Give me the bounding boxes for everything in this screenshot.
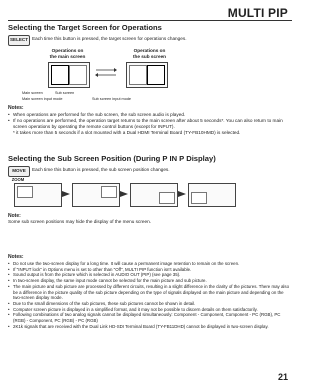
select-button[interactable]	[8, 35, 30, 46]
bottom-note-item: • Following combinations of two analog signals cannot be displayed simultaneously: Component - Component, Component - PC (RGB), PC (RGB) - Component, PC (RGB) - PC (RGB)	[8, 312, 292, 323]
ops-sub-line1: Operations on	[133, 48, 166, 53]
select-button-label: SELECT	[9, 37, 29, 43]
section-title-target-screen: Selecting the Target Screen for Operations	[8, 23, 162, 32]
move-button-label: MOVE	[12, 168, 26, 174]
position-screen-3	[130, 183, 178, 207]
section1-note-item: • When operations are performed for the sub screen, the sub screen audio is played.	[8, 112, 290, 118]
ops-sub-label	[122, 48, 177, 60]
ops-main-line2: the main screen	[49, 54, 86, 60]
bottom-note-item: • If "INPUT lock" in Options menu is set to other than "Off", MULTI PIP function isn't available.	[8, 267, 292, 273]
main-screen-label: Main screen	[22, 91, 43, 95]
section1-note-item: • If no operations are performed, the operation target returns to the main screen after about 5 seconds*. You can also return to main screen operations by operating the remote control buttons (except for INPUT).	[8, 118, 290, 130]
select-description: Each time this button is pressed, the target screen for operations changes.	[32, 36, 187, 41]
pip-window	[191, 192, 207, 204]
screen-diagram-sub	[126, 62, 168, 88]
bottom-note-item: • Computer screen picture is displayed in a simplified format, and it may not be possible to discern details on them satisfactorily.	[8, 307, 292, 313]
ops-main-line1: Operations on	[51, 48, 84, 53]
position-screen-1	[14, 183, 62, 207]
sub-screen-box-2	[147, 65, 165, 85]
bottom-notes-title: Notes:	[8, 254, 24, 260]
section2-note-title: Note:	[8, 213, 21, 219]
section-title-sub-position: Selecting the Sub Screen Position (During P IN P Display)	[8, 154, 216, 163]
arrow-right-icon	[62, 191, 70, 197]
pip-window	[101, 186, 117, 198]
bottom-note-item: • In two-screen display, the same input mode cannot be selected for the main picture and sub picture.	[8, 278, 292, 284]
header-divider	[8, 20, 292, 21]
move-button[interactable]	[8, 166, 30, 177]
bottom-note-item: • Sound output is from the picture which is selected in AUDIO OUT (PIP) (see page 35).	[8, 272, 292, 278]
arrow-right-icon	[178, 191, 186, 197]
pip-window	[159, 192, 175, 204]
zoom-label: ZOOM	[11, 177, 25, 182]
move-description: Each time this button is pressed, the sub screen position changes.	[32, 167, 170, 172]
main-screen-box	[51, 65, 69, 85]
main-screen-box-2	[129, 65, 147, 85]
main-input-label: Main screen input mode	[22, 97, 63, 101]
ops-sub-line2: the sub screen	[132, 54, 167, 60]
bottom-notes-list	[8, 261, 292, 329]
section1-notes-list	[8, 112, 290, 136]
screen-diagram-main	[48, 62, 90, 88]
bottom-note-item: • The main picture and sub picture are processed by different circuits, resulting in a slight difference in the clarity of the pictures. There may also be a difference in the picture quality of the sub picture depending on the type of signals displayed on the main picture and depending on the two-screen display mode.	[8, 284, 292, 301]
bottom-note-item: • Do not use the two-screen display for a long time. It will cause a permanent image retention to remain on the screen.	[8, 261, 292, 267]
section2-note: Some sub screen positions may hide the display of the menu screen.	[8, 219, 152, 224]
bottom-note-item: • 2K1k signals that are received with the Dual Link HD-SDI Terminal Board (TY-FB11DHD) cannot be displayed in two-screen display.	[8, 324, 292, 330]
sub-input-label: Sub screen input mode	[92, 97, 132, 101]
ops-main-label	[40, 48, 95, 60]
arrow-icon	[95, 67, 117, 77]
arrow-right-icon	[120, 191, 128, 197]
page-header-title: MULTI PIP	[227, 6, 288, 20]
section1-notes-title: Notes:	[8, 105, 24, 111]
page-number: 21	[277, 372, 288, 382]
sub-screen-box	[69, 65, 87, 85]
section1-note-footnote: * it takes more than 5 seconds if a slot mounted with a Dual HDMI Terminal Board (TY-FB10HMD) is selected.	[13, 130, 241, 136]
position-screen-2	[72, 183, 120, 207]
sub-screen-label: Sub screen	[55, 91, 75, 95]
position-screen-4	[188, 183, 236, 207]
bottom-note-item: • Due to the small dimensions of the sub pictures, these sub pictures cannot be shown in detail.	[8, 301, 292, 307]
pip-window	[17, 186, 33, 198]
